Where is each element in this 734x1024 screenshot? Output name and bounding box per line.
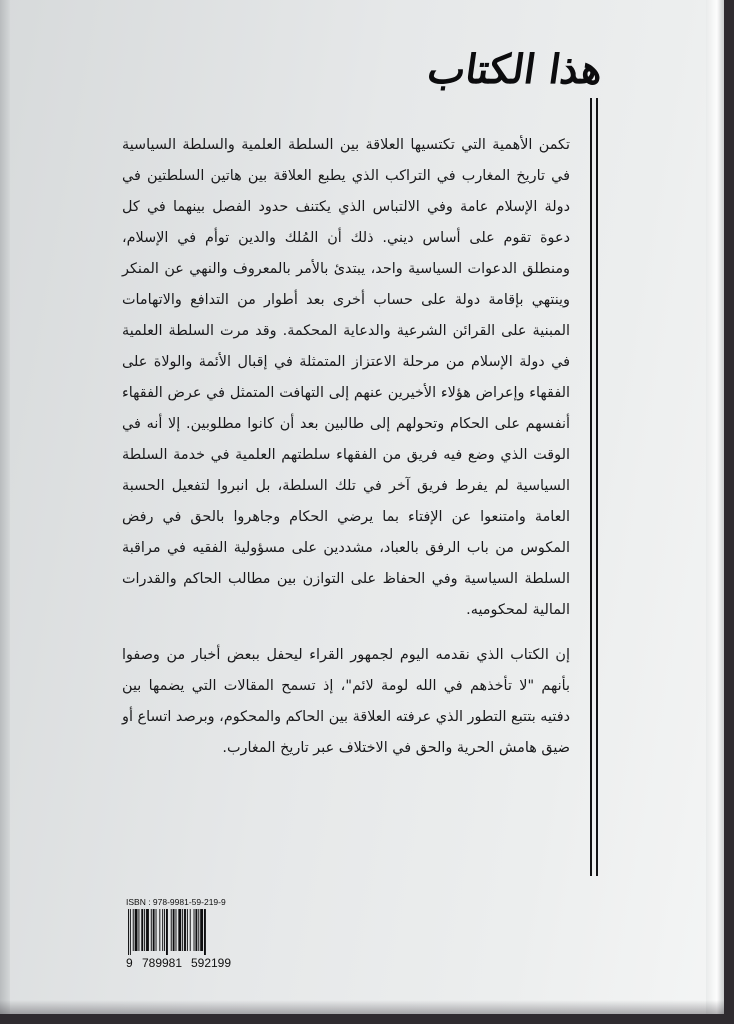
cover-left-edge [0, 0, 10, 1014]
cover-title: هذا الكتاب [424, 46, 606, 93]
barcode-digit-first: 9 [126, 956, 133, 970]
barcode-digits [126, 956, 242, 970]
vertical-rule-inner [590, 98, 592, 876]
vertical-rule-outer [596, 98, 598, 876]
blurb-paragraph-2: إن الكتاب الذي نقدمه اليوم لجمهور القراء ليحفل ببعض أخبار من وصفوا بأنهم "لا تأخذهم في الله لومة لائم"، إذ تسمح المقالات التي يضمها بين دفتيه بتتبع التطور الذي عرفته العلاقة بين الحاكم والمحكوم، وبرصد اتساع أو ضيق هامش الحرية والحق في الاختلاف عبر تاريخ المغارب. [122, 647, 570, 756]
barcode-icon [126, 909, 240, 955]
barcode-digits-right: 592199 [190, 956, 232, 970]
blurb-text [122, 130, 570, 764]
cover-bottom-shadow [0, 1000, 724, 1014]
cover-right-edge [706, 0, 724, 1014]
blurb-paragraph-1: تكمن الأهمية التي تكتسيها العلاقة بين السلطة العلمية والسلطة السياسية في تاريخ المغارب في التراكب الذي يطبع العلاقة بين هاتين السلطتين في دولة الإسلام عامة وفي الالتباس الذي يكتنف حدود الفصل بينهما في كل دعوة تقوم على أساس ديني. ذلك أن المُلك والدين توأم في الإسلام، ومنطلق الدعوات السياسية واحد، يبتدئ بالأمر بالمعروف والنهي عن المنكر وينتهي بإقامة دولة على حساب أخرى بعد أطوار من التدافع والاتهامات المبنية على القرائن الشرعية والدعاية المحكمة. وقد مرت السلطة العلمية في دولة الإسلام من مرحلة الاعتزاز المتمثلة في إقبال الأئمة والولاة على الفقهاء وإعراض هؤلاء الأخيرين عنهم إلى التهافت المتمثل في عرض الفقهاء أنفسهم على الحكام وتحولهم إلى طالبين بعد أن كانوا مطلوبين. إلا أنه في الوقت الذي وضع فيه فريق من الفقهاء سلطتهم العلمية في خدمة السلطة السياسية لم يفرط فريق آخر في تلك السلطة، بل انبروا لتفعيل الحسبة العامة وامتنعوا عن الإفتاء بما يرضي الحكام وجاهروا بالحق في رفض المكوس من باب الرفق بالعباد، مشددين على مسؤولية الفقيه في مراقبة السلطة السياسية وفي الحفاظ على التوازن بين مطالب الحاكم والقدرات المالية لمحكوميه. [122, 137, 570, 618]
isbn-barcode-block [126, 895, 242, 970]
barcode-digits-left: 789981 [141, 956, 183, 970]
isbn-label: ISBN : 978-9981-59-219-9 [126, 897, 226, 907]
